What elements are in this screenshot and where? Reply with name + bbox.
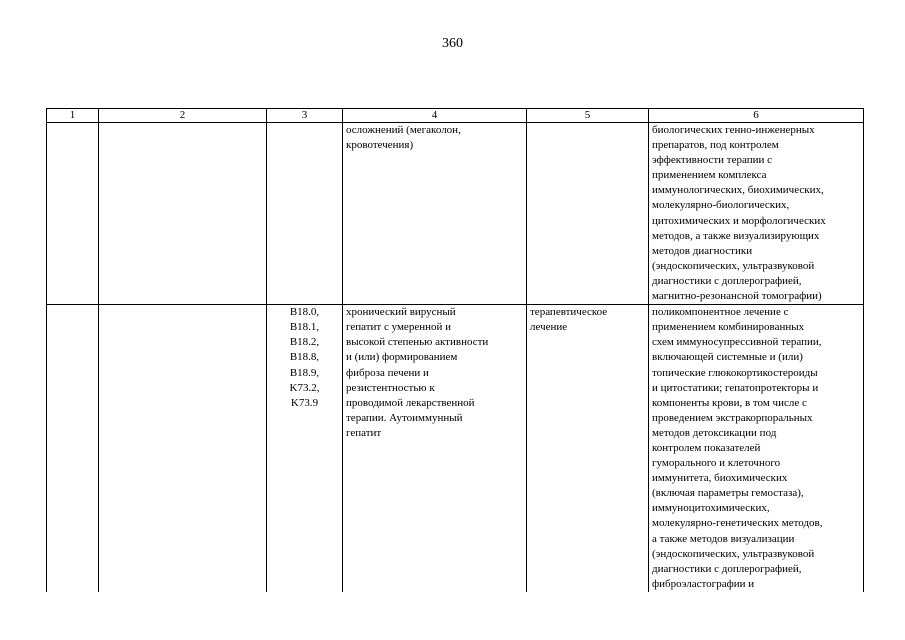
medical-care-table [46,108,864,592]
cell-text-line: B18.2, [289,336,320,349]
cell-text-line: методов диагностики [652,244,753,257]
cell-text-line: молекулярно-биологических, [652,199,790,212]
cell-text-line: включающей системные и (или) [652,351,803,364]
table-cell-col3 [267,123,343,305]
column-header-1: 1 [47,109,99,123]
cell-text-line: K73.9 [290,396,319,409]
cell-text-line: молекулярно-генетических методов, [652,517,823,530]
table-header-row [47,109,864,123]
cell-text-line: резистентностью к [346,381,435,394]
cell-text-line: диагностики с доплерографией, [652,274,802,287]
cell-text-line: поликомпонентное лечение с [652,306,789,319]
cell-text-line: B18.9, [289,366,320,379]
cell-text-line: проводимой лекарственной [346,396,475,409]
cell-text-line: контролем показателей [652,441,761,454]
cell-text-line: препаратов, под контролем [652,139,779,152]
cell-text-line: биологических генно-инженерных [652,124,815,136]
cell-text-line: B18.8, [289,351,320,364]
cell-text-line: иммунитета, биохимических [652,472,788,485]
table-cell-col4 [343,305,527,592]
cell-text-line: B18.1, [289,321,320,334]
cell-text-line: магнитно-резонансной томографии) [652,290,822,303]
cell-text-line: схем иммуносупрессивной терапии, [652,336,822,349]
table-cell-col6 [649,123,864,305]
cell-text-line: хронический вирусный [346,306,456,319]
cell-text-line: высокой степенью активности [346,336,489,349]
table-row [47,305,864,592]
cell-text-line: осложнений (мегаколон, [346,124,461,136]
table-cell-col6 [649,305,864,592]
table-cell-col2 [99,305,267,592]
cell-text-line: применением комплекса [652,169,767,182]
cell-text-line: (включая параметры гемостаза), [652,487,804,500]
cell-text-line: эффективности терапии с [652,154,773,167]
cell-text-line: проведением экстракорпоральных [652,411,813,424]
column-header-5: 5 [527,109,649,123]
cell-text-line: и (или) формированием [346,351,458,364]
cell-text-line: и цитостатики; гепатопротекторы и [652,381,819,394]
cell-text-line: топические глюкокортикостероиды [652,366,818,379]
cell-text-line: кровотечения) [346,139,414,152]
table-cell-col5 [527,305,649,592]
cell-text-line: компоненты крови, в том числе с [652,396,807,409]
table-cell-col3 [267,305,343,592]
cell-text-line: (эндоскопических, ультразвуковой [652,547,815,560]
cell-text-line: терапии. Аутоиммунный [346,411,463,424]
cell-text-line: лечение [530,321,568,334]
column-header-6: 6 [649,109,864,123]
cell-text-line: методов детоксикации под [652,426,777,439]
cell-text-line: гуморального и клеточного [652,457,781,470]
page-number: 360 [442,36,463,51]
table-cell-col2 [99,123,267,305]
cell-text-line: методов, а также визуализирующих [652,229,820,242]
cell-text-line: гепатит [346,426,382,439]
table-cell-col5 [527,123,649,305]
cell-text-line: гепатит с умеренной и [346,321,451,334]
column-header-3: 3 [267,109,343,123]
table-cell-col4 [343,123,527,305]
cell-text-line: терапевтическое [530,306,608,319]
cell-text-line: B18.0, [289,306,320,319]
cell-text-line: иммуноцитохимических, [652,502,770,515]
cell-text-line: фиброза печени и [346,366,429,379]
cell-text-line: применением комбинированных [652,321,805,334]
table-cell-col1 [47,123,99,305]
cell-text-line: а также методов визуализации [652,532,795,545]
cell-text-line: K73.2, [289,381,320,394]
column-header-2: 2 [99,109,267,123]
cell-text-line: иммунологических, биохимических, [652,184,824,197]
column-header-4: 4 [343,109,527,123]
table-row [47,123,864,305]
table-cell-col1 [47,305,99,592]
cell-text-line: (эндоскопических, ультразвуковой [652,259,815,272]
cell-text-line: диагностики с доплерографией, [652,562,802,575]
cell-text-line: цитохимических и морфологических [652,214,826,227]
cell-text-line: фиброэластографии и [652,577,755,590]
